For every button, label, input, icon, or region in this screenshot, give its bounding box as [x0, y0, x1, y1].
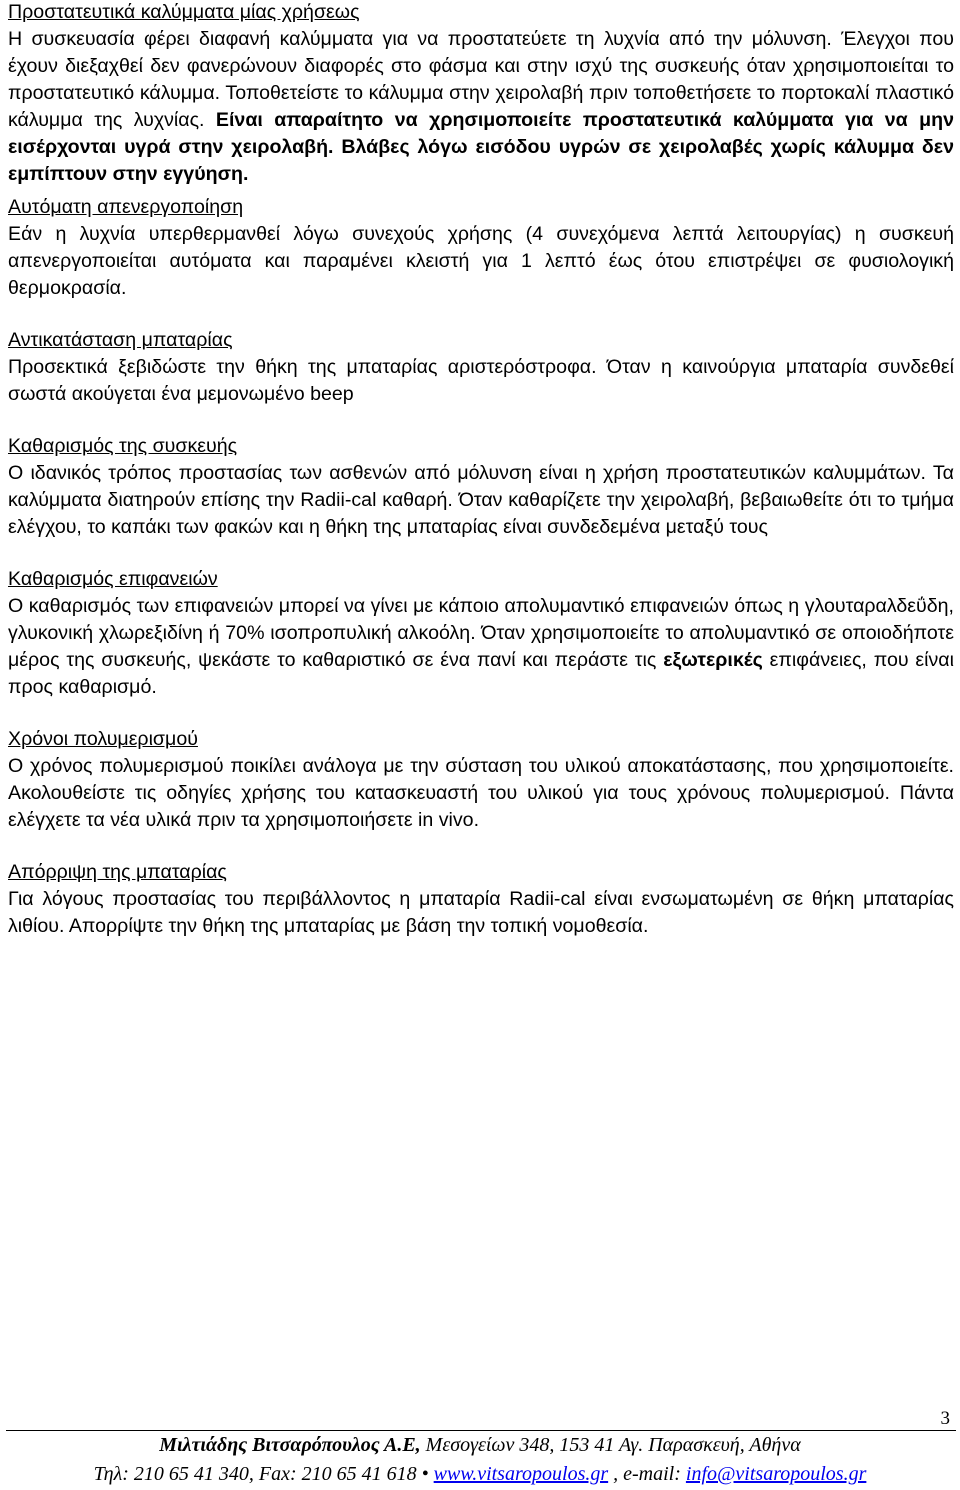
section-heading: Χρόνοι πολυμερισμού [8, 728, 198, 750]
paragraph-text: επιφάνειες, που είναι προς καθαρισμό. [8, 649, 954, 698]
section-heading: Αντικατάσταση μπαταρίας [8, 329, 233, 351]
section-auto-shutoff [8, 194, 954, 302]
page-number: 3 [940, 1408, 950, 1429]
paragraph-bold-text: εξωτερικές [663, 649, 763, 671]
footer-contact-line [0, 1463, 960, 1486]
section-paragraph: Ο ιδανικός τρόπος προστασίας των ασθενών από μόλυνση είναι η χρήση προστατευτικών καλυμμάτων. Τα καλύμματα διατηρούν επίσης την Radii-cal καθαρή. Όταν καθαρίζετε την χειρολαβή, βεβαιωθείτε ότι το τμήμα ελέγχου, το καπάκι των φακών και η θήκη της μπαταρίας είναι συνδεδεμένα μεταξύ τους [8, 462, 954, 538]
section-heading: Προστατευτικά καλύμματα μίας χρήσεως [8, 1, 360, 23]
email-label: , e-mail: [608, 1463, 686, 1485]
section-heading: Καθαρισμός επιφανειών [8, 568, 218, 590]
section-paragraph: Προσεκτικά ξεβιδώστε την θήκη της μπαταρίας αριστερόστροφα. Όταν η καινούργια μπαταρία συνδεθεί σωστά ακούγεται ένα μεμονωμένο beep [8, 356, 954, 405]
section-heading: Καθαρισμός της συσκευής [8, 435, 238, 457]
section-paragraph: Εάν η λυχνία υπερθερμανθεί λόγω συνεχούς χρήσης (4 συνεχόμενα λεπτά λειτουργίας) η συσκευή απενεργοποιείται αυτόματα και παραμένει κλειστή για 1 λεπτό έως ότου επιστρέψει σε φυσιολογική θερμοκρασία. [8, 223, 954, 299]
section-battery-disposal [8, 859, 954, 940]
section-paragraph [8, 26, 954, 188]
section-paragraph [8, 593, 954, 701]
website-link[interactable]: www.vitsaropoulos.gr [433, 1463, 609, 1485]
section-surface-cleaning [8, 566, 954, 701]
footer-company-line [0, 1434, 960, 1457]
document-body [8, 0, 954, 940]
paragraph-text: Ο καθαρισμός των επιφανειών μπορεί να γίνει με κάποιο απολυμαντικό επιφανειών όπως η γλουταραλδεΰδη, γλυκονική χλωρεξιδίνη ή 70% ισοπροπυλική αλκοόλη. Όταν χρησιμοποιείτε το απολυμαντικό σε οποιοδήποτε μέρος της συσκευής, ψεκάστε το καθαριστικό σε ένα πανί και περάστε τις [8, 595, 954, 671]
paragraph-bold-text: Είναι απαραίτητο να χρησιμοποιείτε προστατευτικά καλύμματα για να μην εισέρχονται υγρά στην χειρολαβή. Βλάβες λόγω εισόδου υγρών σε χειρολαβές χωρίς κάλυμμα δεν εμπίπτουν στην εγγύηση. [8, 109, 954, 185]
section-heading: Αυτόματη απενεργοποίηση [8, 196, 244, 218]
footer-divider [6, 1430, 956, 1431]
company-address: Μεσογείων 348, 153 41 Αγ. Παρασκευή, Αθήνα [420, 1434, 801, 1456]
section-paragraph: Ο χρόνος πολυμερισμού ποικίλει ανάλογα με την σύσταση του υλικού αποκατάστασης, που χρησιμοποιείτε. Ακολουθείστε τις οδηγίες χρήσης του κατασκευαστή του υλικού για τους χρόνους πολυμερισμού. Πάντα ελέγχετε τα νέα υλικά πριν τα χρησιμοποιήσετε in vivo. [8, 755, 954, 831]
section-battery-replacement [8, 327, 954, 408]
paragraph-text: Η συσκευασία φέρει διαφανή καλύμματα για να προστατεύετε τη λυχνία από την μόλυνση. Έλεγχοι που έχουν διεξαχθεί δεν φανερώνουν διαφορές στο φάσμα και στην ισχύ της συσκευής όταν χρησιμοποιείται το προστατευτικό κάλυμμα. Τοποθετείστε το κάλυμμα στην χειρολαβή πριν τοποθετήσετε το πορτοκαλί πλαστικό κάλυμμα της λυχνίας. [8, 28, 954, 131]
section-device-cleaning [8, 433, 954, 541]
section-curing-times [8, 726, 954, 834]
section-heading: Απόρριψη της μπαταρίας [8, 861, 227, 883]
phone-fax: Τηλ: 210 65 41 340, Fax: 210 65 41 618 • [93, 1463, 434, 1485]
section-disposable-covers [8, 0, 954, 188]
email-link[interactable]: info@vitsaropoulos.gr [685, 1463, 867, 1485]
section-paragraph: Για λόγους προστασίας του περιβάλλοντος η μπαταρία Radii-cal είναι ενσωματωμένη σε θήκη μπαταρίας λιθίου. Απορρίψτε την θήκη της μπαταρίας με βάση την τοπική νομοθεσία. [8, 888, 954, 937]
company-name: Μιλτιάδης Βιτσαρόπουλος Α.Ε, [159, 1434, 421, 1456]
